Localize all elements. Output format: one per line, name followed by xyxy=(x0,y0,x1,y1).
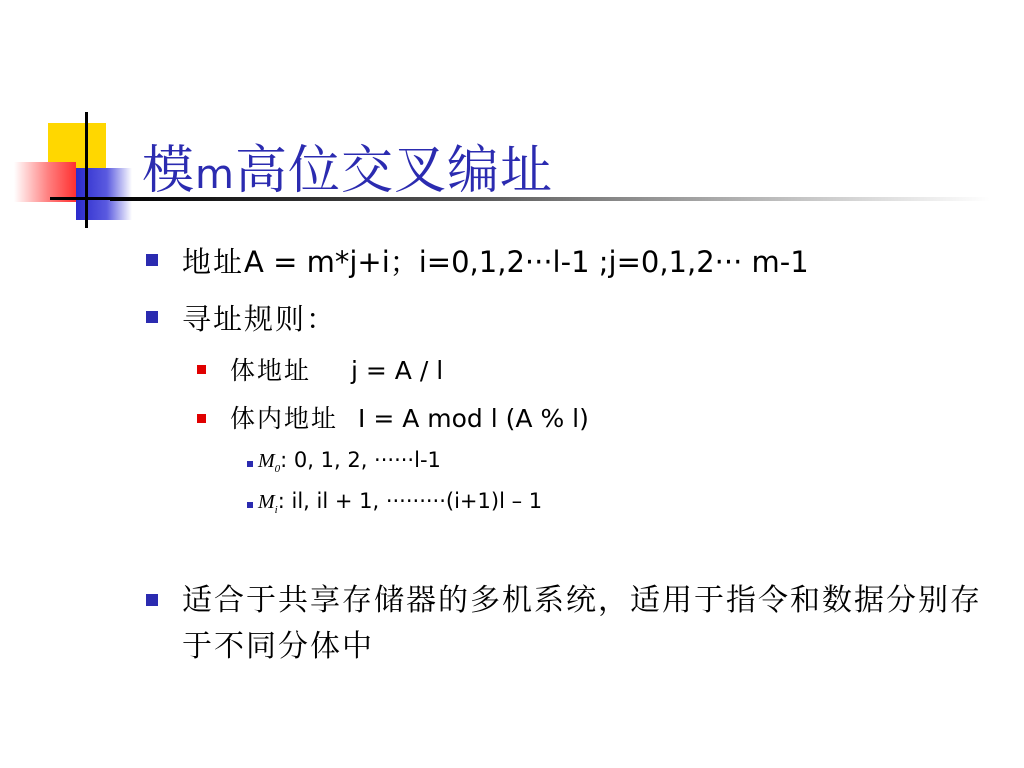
bullet-marker xyxy=(146,311,158,323)
bullet-address-label: 地址 xyxy=(182,245,245,279)
bullet-marker xyxy=(146,254,158,266)
bullet-addressing-rules: 寻址规则： xyxy=(182,302,338,336)
bullet-marker xyxy=(146,594,158,606)
bank-mi-addresses xyxy=(258,489,542,516)
slide-title xyxy=(142,128,553,203)
title-prefix: 模 xyxy=(142,141,196,201)
bank-address-label: 体地址 xyxy=(230,356,312,385)
m0-symbol: $M_0$ xyxy=(258,450,281,475)
sub-sub-bullet-marker xyxy=(247,461,253,467)
sub-bullet-intra-bank-address xyxy=(230,399,589,435)
intra-bank-address-formula: I = A mod l (A % l) xyxy=(358,404,589,433)
title-m: m xyxy=(195,152,235,198)
intra-bank-address-label: 体内地址 xyxy=(230,404,339,433)
sub-sub-bullet-marker xyxy=(247,502,253,508)
sub-bullet-marker xyxy=(197,414,206,423)
bank-address-formula: j = A / l xyxy=(351,356,444,385)
bullet-applicability: 适合于共享存储器的多机系统，适用于指令和数据分别存于不同分体中 xyxy=(182,583,982,664)
decoration-horizontal-line xyxy=(50,197,110,200)
decoration-red-square xyxy=(14,162,76,202)
bullet-address-formula-text: A = m*j+i；i=0,1,2···l-1 ;j=0,1,2··· m-1 xyxy=(244,245,809,279)
m0-address-list: : 0, 1, 2, ······l-1 xyxy=(280,448,441,472)
sub-bullet-bank-address xyxy=(230,351,443,387)
title-decoration xyxy=(0,0,140,240)
title-suffix: 高位交叉编址 xyxy=(234,141,553,201)
mi-address-list: : il, il + 1, ·········(i+1)l – 1 xyxy=(277,489,543,513)
bullet-address-formula xyxy=(182,240,809,281)
decoration-vertical-line xyxy=(85,112,88,228)
bank-m0-addresses xyxy=(258,448,441,475)
mi-symbol: $M_i$ xyxy=(258,491,278,516)
sub-bullet-marker xyxy=(197,365,206,374)
